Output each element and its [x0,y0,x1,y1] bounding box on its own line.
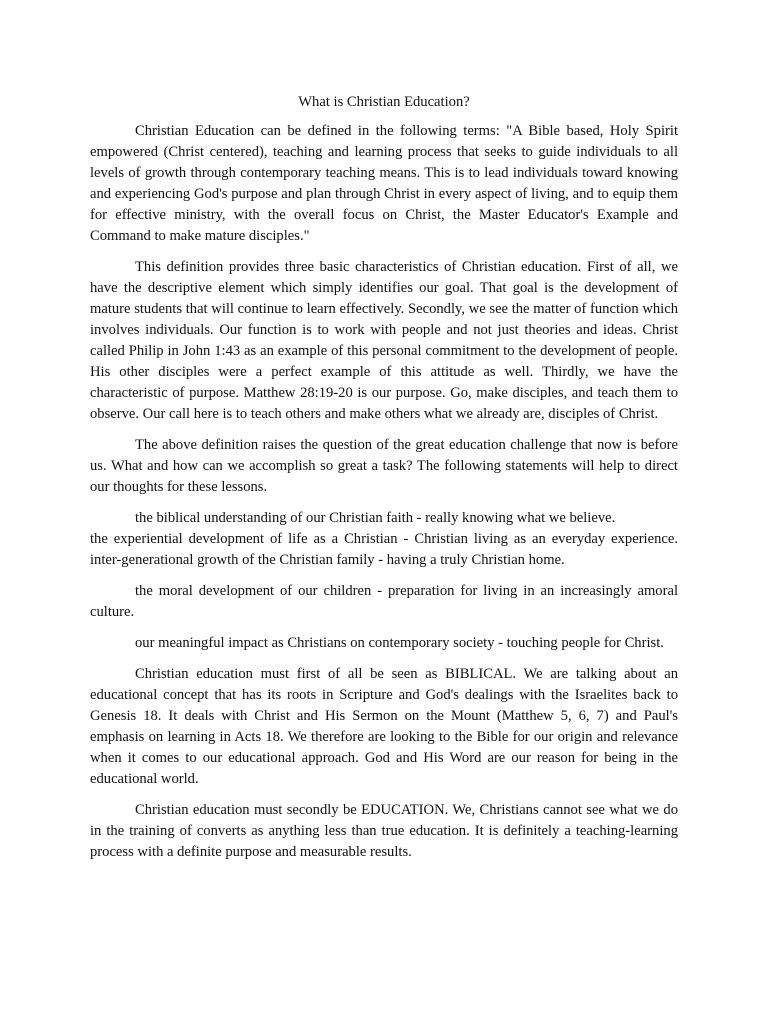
paragraph-definition: Christian Education can be defined in the following terms: "A Bible based, Holy Spirit empowered (Christ centered), teaching and learning process that seeks to guide individuals to all levels of growth through contemporary teaching means. This is to lead individuals toward knowing and experiencing God's purpose and plan through Christ in every aspect of living, and to equip them for effective ministry, with the overall focus on Christ, the Master Educator's Example and Command to make mature disciples." [90,123,678,244]
statement-biblical-understanding: the biblical understanding of our Christian faith - really knowing what we believe. [135,510,616,526]
statement-moral-development: the moral development of our children - preparation for living in an increasingly amoral culture. [90,583,678,620]
paragraph-challenge: The above definition raises the question of the great education challenge that now is before us. What and how can we accomplish so great a task? The following statements will help to direct our thoughts for these lessons. [90,437,678,495]
paragraph-characteristics: This definition provides three basic characteristics of Christian education. First of all, we have the descriptive element which simply identifies our goal. That goal is the development of mature students that will continue to learn effectively. Secondly, we see the matter of function which involves individuals. Our function is to work with people and not just theories and ideas. Christ called Philip in John 1:43 as an example of this personal commitment to the development of people. His other disciples were a perfect example of this attitude as well. Thirdly, we have the characteristic of purpose. Matthew 28:19-20 is our purpose. Go, make disciples, and teach them to observe. Our call here is to teach others and make others what we already are, disciples of Christ. [90,259,678,422]
statement-experiential-development: the experiential development of life as a Christian - Christian living as an everyday experience. inter-generational growth of the Christian family - having a truly Christian home. [90,531,678,568]
paragraph-biblical: Christian education must first of all be seen as BIBLICAL. We are talking about an educational concept that has its roots in Scripture and God's dealings with the Israelites back to Genesis 18. It deals with Christ and His Sermon on the Mount (Matthew 5, 6, 7) and Paul's emphasis on learning in Acts 18. We therefore are looking to the Bible for our origin and relevance when it comes to our educational approach. God and His Word are our reason for being in the educational world. [90,666,678,787]
paragraph-education: Christian education must secondly be EDUCATION. We, Christians cannot see what we do in the training of converts as anything less than true education. It is definitely a teaching-learning process with a definite purpose and measurable results. [90,802,678,860]
statement-meaningful-impact: our meaningful impact as Christians on contemporary society - touching people for Christ. [135,635,664,651]
document-title: What is Christian Education? [298,94,470,110]
